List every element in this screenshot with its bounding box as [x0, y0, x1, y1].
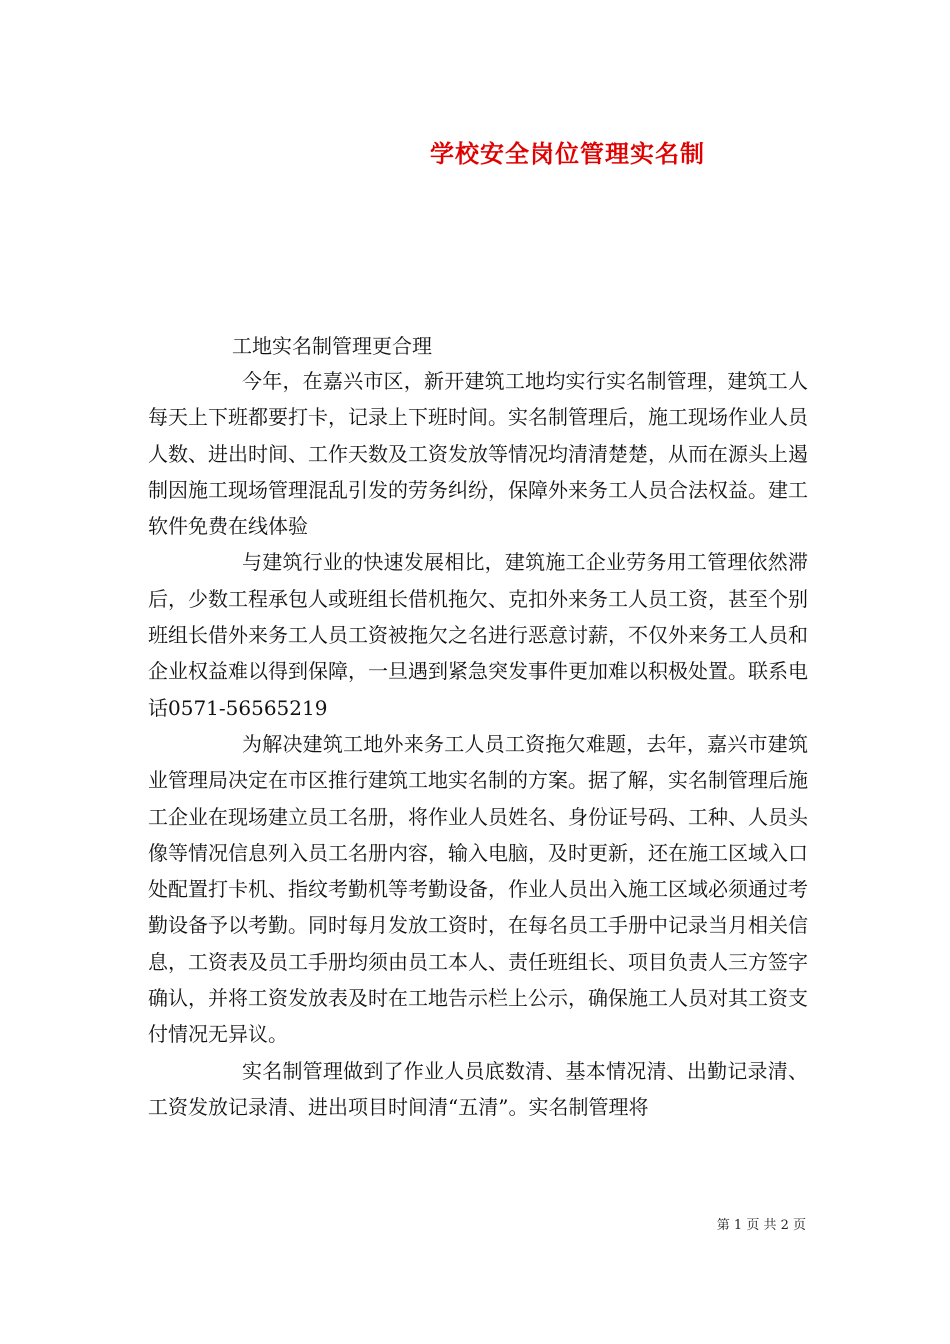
paragraph-4: 实名制管理做到了作业人员底数清、基本情况清、出勤记录清、工资发放记录清、进出项目时间清“五清”。实名制管理将	[148, 1058, 808, 1119]
article-body	[148, 363, 808, 1125]
paragraph-1: 今年，在嘉兴市区，新开建筑工地均实行实名制管理，建筑工人每天上下班都要打卡，记录上下班时间。实名制管理后，施工现场作业人员人数、进出时间、工作天数及工资发放等情况均清清楚楚，从而在源头上遏制因施工现场管理混乱引发的劳务纠纷，保障外来务工人员合法权益。建工软件免费在线体验	[148, 369, 808, 539]
paragraph-3: 为解决建筑工地外来务工人员工资拖欠难题，去年，嘉兴市建筑业管理局决定在市区推行建筑工地实名制的方案。据了解，实名制管理后施工企业在现场建立员工名册，将作业人员姓名、身份证号码、工种、人员头像等情况信息列入员工名册内容，输入电脑，及时更新，还在施工区域入口处配置打卡机、指纹考勤机等考勤设备，作业人员出入施工区域必须通过考勤设备予以考勤。同时每月发放工资时，在每名员工手册中记录当月相关信息，工资表及员工手册均须由员工本人、责任班组长、项目负责人三方签字确认，并将工资发放表及时在工地告示栏上公示，确保施工人员对其工资支付情况无异议。	[148, 731, 808, 1047]
article-subheading: 工地实名制管理更合理	[232, 334, 432, 358]
paragraph-2: 与建筑行业的快速发展相比，建筑施工企业劳务用工管理依然滞后，少数工程承包人或班组长借机拖欠、克扣外来务工人员工资，甚至个别班组长借外来务工人员工资被拖欠之名进行恶意讨薪，不仅外来务工人员和企业权益难以得到保障，一旦遇到紧急突发事件更加难以积极处置。联系电话0571-56565219	[148, 550, 808, 720]
page-number-footer: 第 1 页 共 2 页	[716, 1218, 806, 1233]
document-title: 学校安全岗位管理实名制	[430, 139, 705, 168]
